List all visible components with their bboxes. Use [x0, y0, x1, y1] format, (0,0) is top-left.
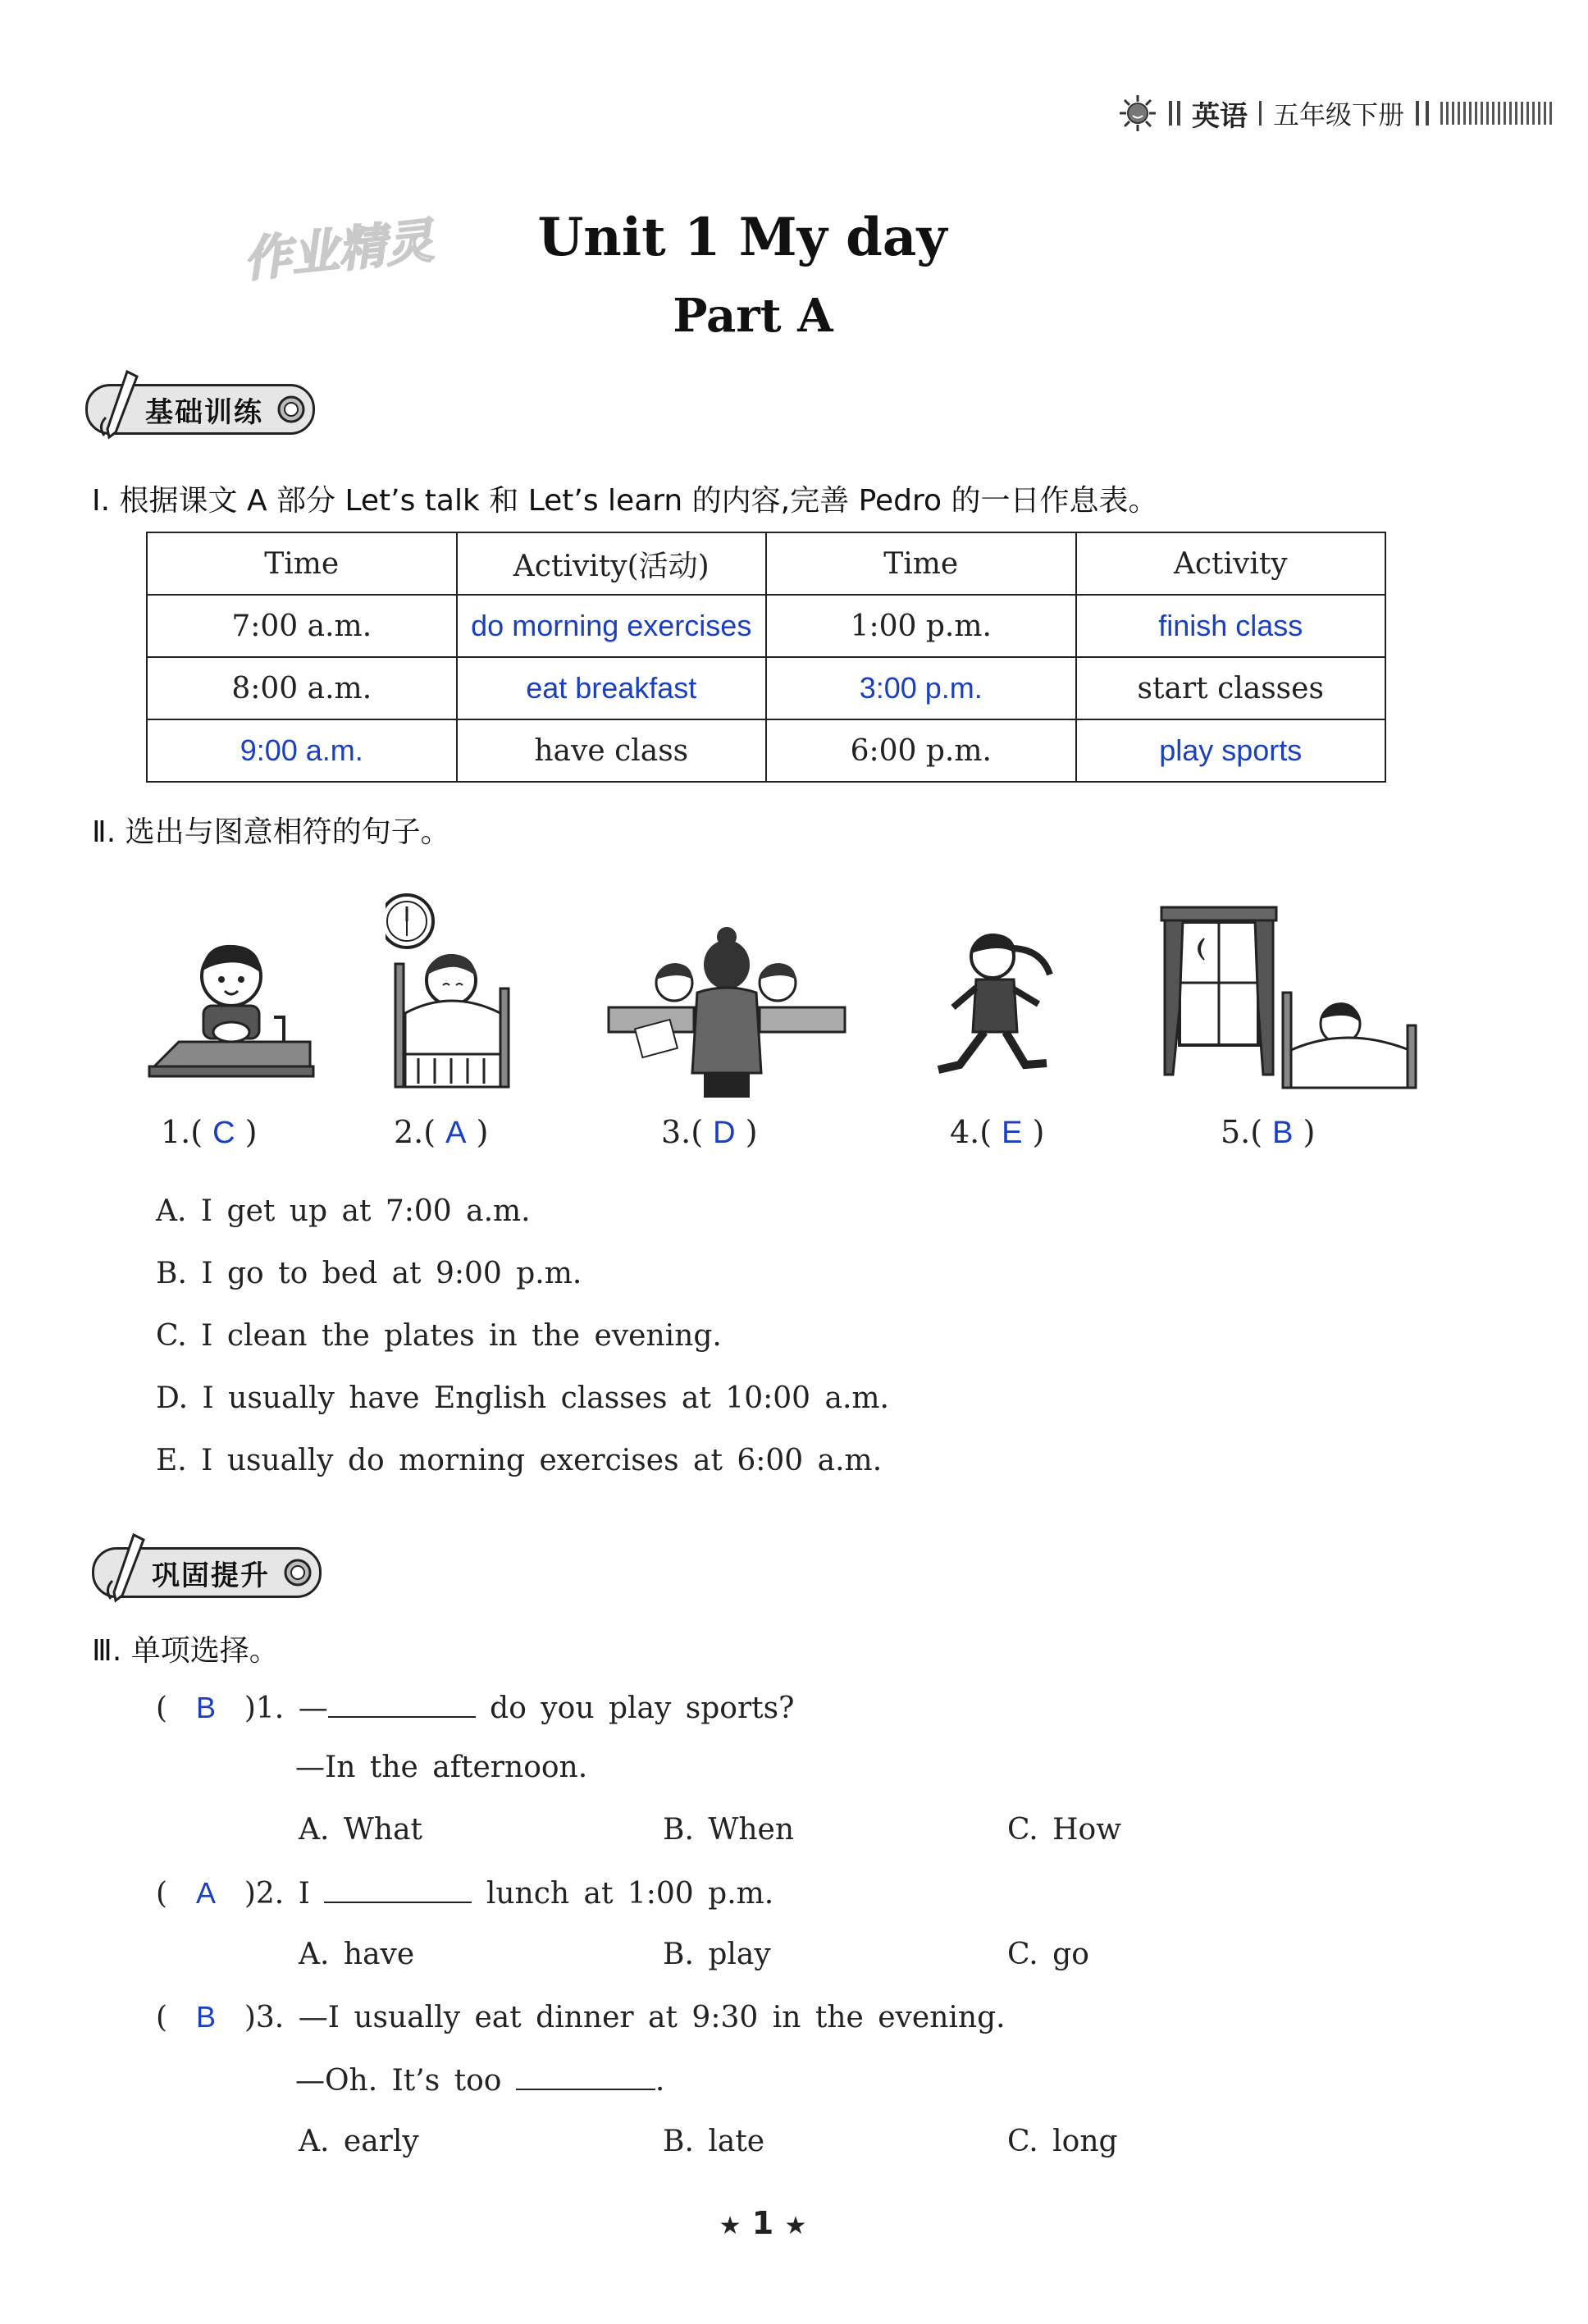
section-2-instruction	[92, 809, 450, 851]
table-row	[147, 595, 1385, 657]
table-header-row	[147, 532, 1385, 595]
choice-b: B. When	[663, 1813, 795, 1847]
choice-a: A. What	[299, 1813, 423, 1847]
table-cell: start classes	[1076, 657, 1386, 719]
choice-c: C. long	[1007, 2125, 1118, 2158]
header-grade: 五年级下册	[1272, 99, 1404, 130]
answer-cell: eat breakfast	[457, 657, 767, 719]
question-1-response: —In the afternoon.	[295, 1751, 588, 1784]
answer-blank	[324, 1875, 472, 1903]
answer: E	[1002, 1116, 1023, 1150]
picture-answer-1: 1.( C )	[161, 1114, 258, 1150]
section-1-prefix: Ⅰ.	[92, 484, 111, 518]
section-1-instruction	[92, 477, 1157, 519]
option-c: C. I clean the plates in the evening.	[156, 1319, 722, 1353]
question-text: —I usually eat dinner at 9:30 in the evening.	[298, 2001, 1006, 2034]
answer-blank	[516, 2062, 655, 2090]
answer-cell: 9:00 a.m.	[147, 719, 457, 782]
question-text: I	[298, 1877, 325, 1911]
ring-icon	[283, 1558, 313, 1587]
choice-c: C. go	[1007, 1938, 1089, 1971]
header-subject: 英语	[1191, 99, 1248, 133]
picture-number: 2.	[394, 1114, 424, 1150]
question-text: —Oh. It’s too	[295, 2064, 516, 2098]
section-3-prefix: Ⅲ.	[92, 1634, 122, 1668]
section-2-text: 选出与图意相符的句子。	[125, 815, 450, 849]
option-a: A. I get up at 7:00 a.m.	[156, 1194, 531, 1228]
table-header-cell: Activity(活动)	[457, 532, 767, 595]
picture-number: 3.	[661, 1114, 691, 1150]
option-b: B. I go to bed at 9:00 p.m.	[156, 1257, 582, 1290]
star-icon: ★	[719, 2212, 742, 2240]
answer-cell: 3:00 p.m.	[766, 657, 1076, 719]
question-number: )2.	[244, 1877, 285, 1911]
pencil-icon	[94, 368, 144, 442]
header-divider	[1426, 101, 1429, 126]
picture-girl-running	[935, 925, 1058, 1098]
choice-c: C. How	[1007, 1813, 1122, 1847]
tag-box	[92, 1547, 322, 1598]
sun-icon	[1118, 94, 1157, 133]
part-title: Part A	[673, 289, 833, 343]
question-text: lunch at 1:00 p.m.	[472, 1877, 774, 1911]
table-header-cell: Time	[766, 532, 1076, 595]
question-text: —	[298, 1692, 328, 1725]
header-divider	[1259, 101, 1262, 126]
question-number: )3.	[244, 2001, 285, 2034]
unit-title: Unit 1 My day	[537, 207, 947, 268]
section-2-prefix: Ⅱ.	[92, 815, 116, 849]
picture-number: 1.	[161, 1114, 191, 1150]
header-divider	[1416, 101, 1419, 126]
choice-b: B. play	[663, 1938, 771, 1971]
tag-box	[85, 384, 315, 435]
table-row	[147, 657, 1385, 719]
picture-english-class	[605, 925, 848, 1099]
question-number: )1.	[244, 1692, 285, 1725]
answer-cell: play sports	[1076, 719, 1386, 782]
picture-number: 5.	[1221, 1114, 1251, 1150]
table-cell: 6:00 p.m.	[766, 719, 1076, 782]
question-3-response	[295, 2062, 664, 2098]
header-stripes	[1440, 102, 1555, 125]
choice-a: A. early	[299, 2125, 419, 2158]
option-d: D. I usually have English classes at 10:00 a.m.	[156, 1381, 889, 1415]
table-header-cell: Activity	[1076, 532, 1386, 595]
question-1: ( B )1. — do you play sports?	[156, 1691, 795, 1725]
header-divider	[1169, 101, 1172, 126]
picture-answer-2: 2.( A )	[394, 1114, 489, 1150]
answer: B	[195, 2000, 216, 2034]
answer-blank	[328, 1690, 476, 1718]
star-icon: ★	[784, 2212, 807, 2240]
picture-answer-3: 3.( D )	[661, 1114, 758, 1150]
answer-cell: do morning exercises	[457, 595, 767, 657]
choice-b: B. late	[663, 2125, 765, 2158]
picture-number: 4.	[950, 1114, 980, 1150]
section-3-text: 单项选择。	[130, 1634, 279, 1668]
pencil-icon	[101, 1532, 150, 1605]
table-cell: 1:00 p.m.	[766, 595, 1076, 657]
choice-a: A. have	[299, 1938, 415, 1971]
answer: C	[212, 1116, 235, 1150]
tag-label: 巩固提升	[152, 1559, 270, 1592]
picture-answer-5: 5.( B )	[1221, 1114, 1316, 1150]
table-row	[147, 719, 1385, 782]
option-e: E. I usually do morning exercises at 6:00 a.m.	[156, 1444, 883, 1477]
ring-icon	[276, 395, 306, 424]
schedule-table	[146, 532, 1386, 783]
table-cell: 8:00 a.m.	[147, 657, 457, 719]
answer-cell: finish class	[1076, 595, 1386, 657]
answer: B	[195, 1691, 216, 1724]
picture-boy-washing-plates	[146, 935, 323, 1083]
page-footer	[0, 2205, 1526, 2241]
answer: D	[713, 1116, 736, 1150]
page-number: 1	[751, 2205, 774, 2241]
section-3-instruction	[92, 1628, 279, 1669]
answer: A	[445, 1116, 467, 1150]
table-header-cell: Time	[147, 532, 457, 595]
table-cell: 7:00 a.m.	[147, 595, 457, 657]
tag-basic-training	[85, 384, 315, 435]
question-text: .	[655, 2064, 665, 2098]
tag-label: 基础训练	[145, 395, 263, 429]
answer: A	[195, 1876, 216, 1910]
question-2: ( A )2. I lunch at 1:00 p.m.	[156, 1876, 774, 1911]
tag-improvement	[92, 1547, 322, 1598]
question-3: ( B )3. —I usually eat dinner at 9:30 in the evening.	[156, 2000, 1006, 2034]
question-text: do you play sports?	[475, 1692, 795, 1725]
picture-answer-4: 4.( E )	[950, 1114, 1045, 1150]
picture-girl-sleeping	[1158, 902, 1417, 1091]
section-1-text: 根据课文 A 部分 Let’s talk 和 Let’s learn 的内容,完善 Pedro 的一日作息表。	[119, 484, 1158, 518]
answer: B	[1272, 1116, 1294, 1150]
table-cell: have class	[457, 719, 767, 782]
picture-boy-waking-up	[386, 890, 517, 1095]
watermark: 作业精灵	[240, 212, 436, 288]
page-header	[1118, 97, 1555, 133]
header-divider	[1177, 101, 1180, 126]
